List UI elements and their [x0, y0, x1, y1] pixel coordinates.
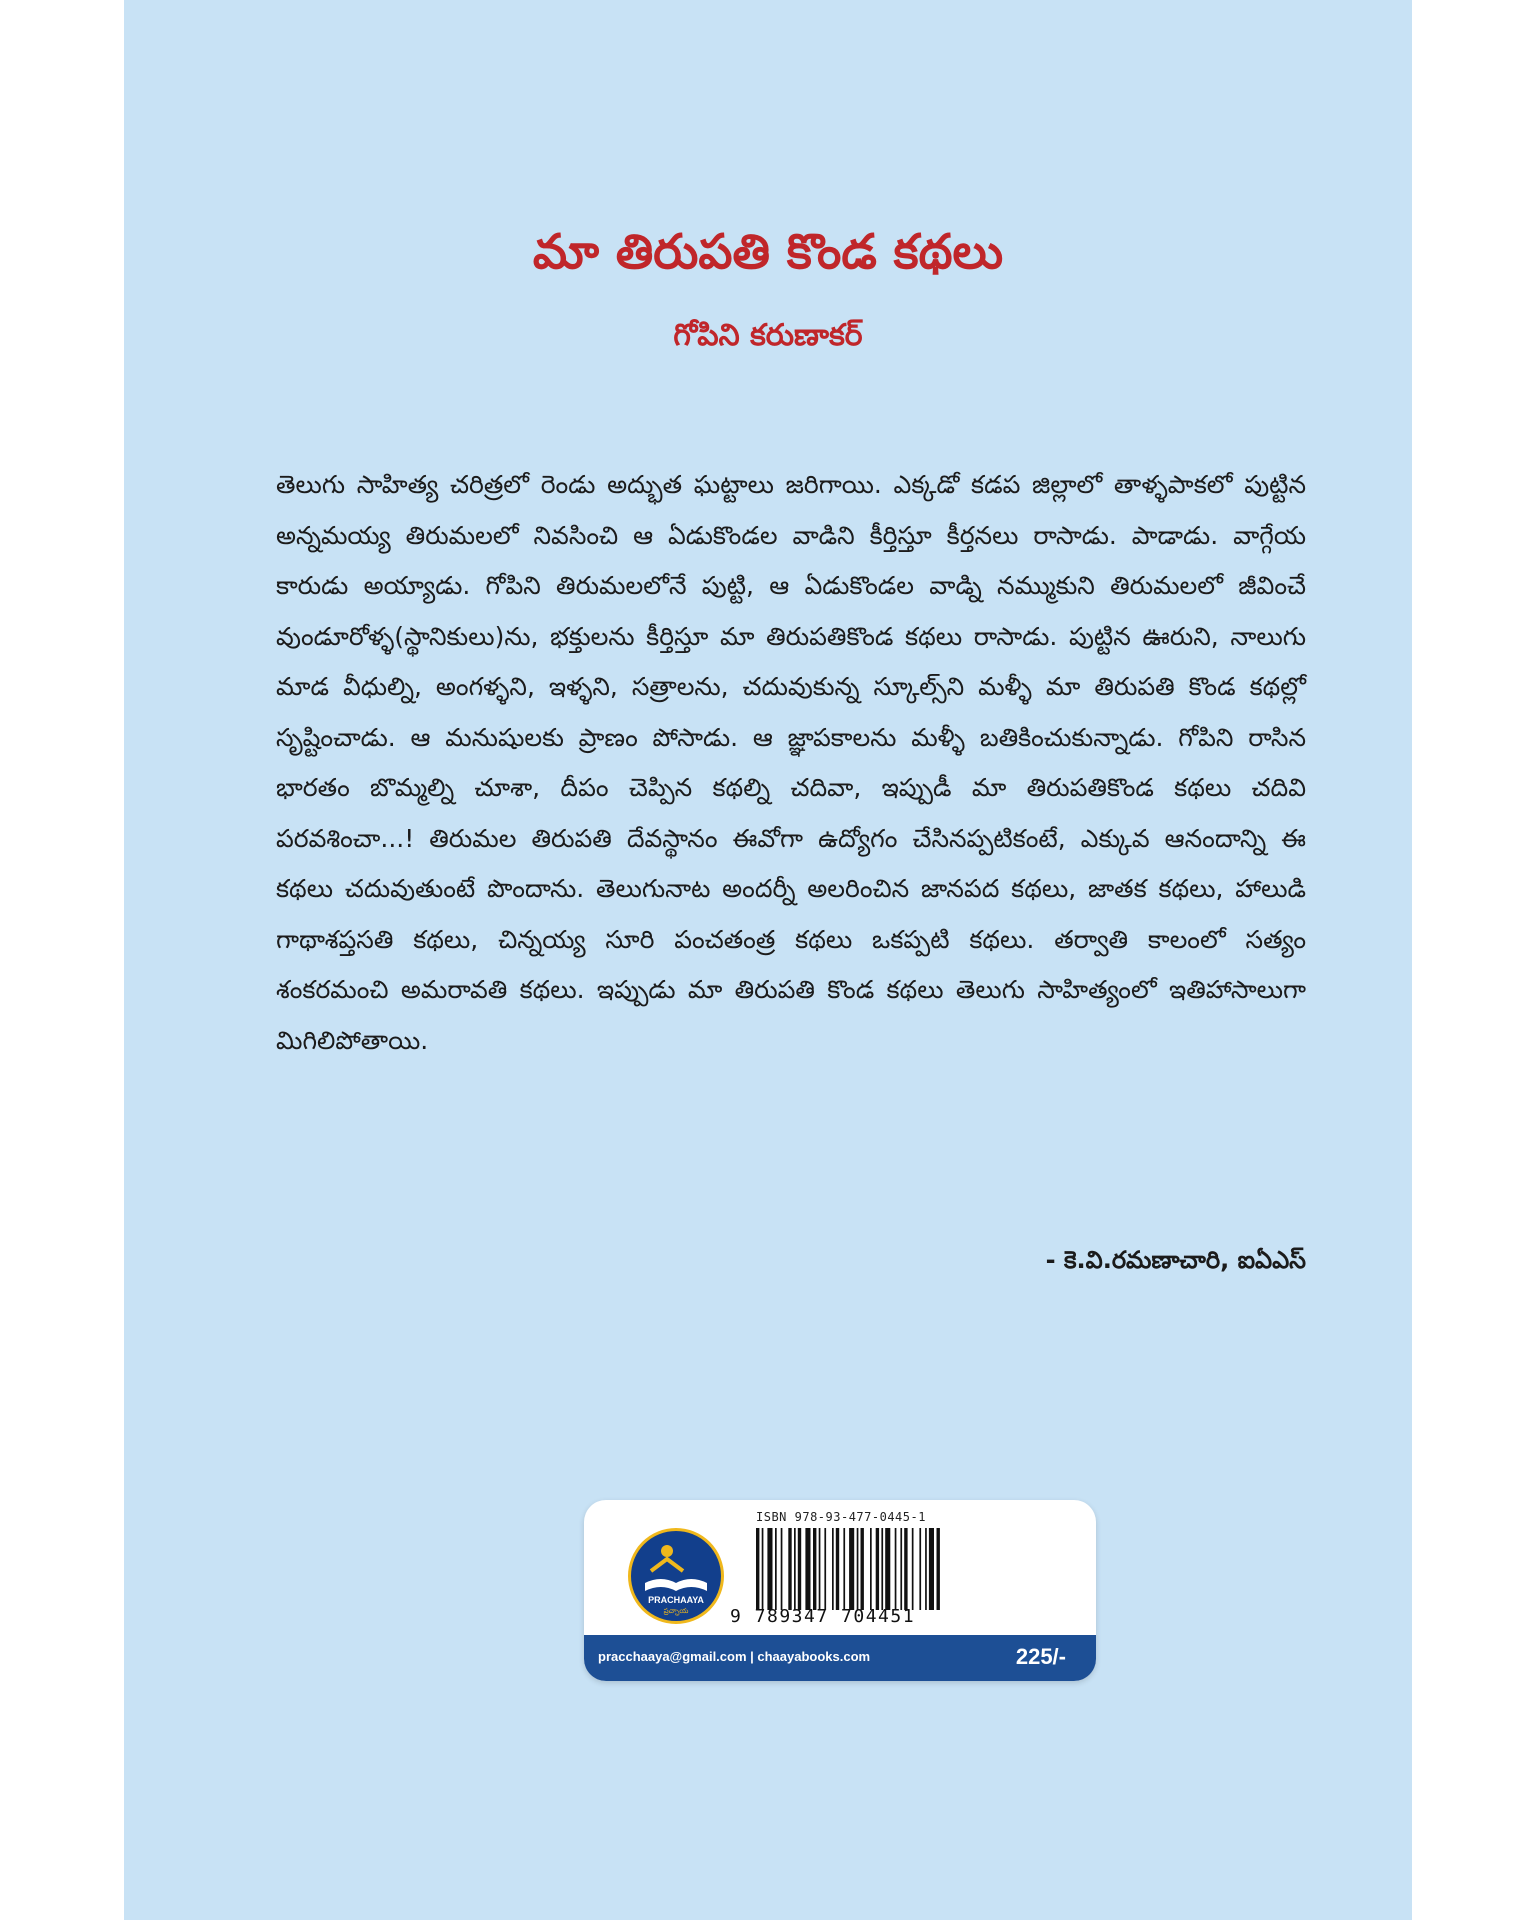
publisher-contact: pracchaaya@gmail.com | chaayabooks.com	[598, 1649, 871, 1664]
author-name: గోపిని కరుణాకర్	[673, 318, 863, 353]
label-footer	[584, 1635, 1096, 1681]
publisher-logo	[628, 1528, 724, 1624]
price: 225/-	[1015, 1644, 1066, 1669]
blurb-text: తెలుగు సాహిత్య చరిత్రలో రెండు అద్భుత ఘట్టాలు జరిగాయి. ఎక్కడో కడప జిల్లాలో తాళ్ళపాకలో పుట్టిన అన్నమయ్య తిరుమలలో నివసించి ఆ ఏడుకొండల వాడిని కీర్తిస్తూ కీర్తనలు రాసాడు. పాడాడు. వాగ్గేయ కారుడు అయ్యాడు. గోపిని తిరుమలలోనే పుట్టి, ఆ ఏడుకొండల వాడ్ని నమ్ముకుని తిరుమలలో జీవించే వుండూరోళ్ళ(స్థానికులు)ను, భక్తులను కీర్తిస్తూ మా తిరుపతికొండ కథలు రాసాడు. పుట్టిన ఊరుని, నాలుగు మాడ వీధుల్ని, అంగళ్ళని, ఇళ్ళని, సత్రాలను, చదువుకున్న స్కూల్స్‌ని మళ్ళీ మా తిరుపతి కొండ కథల్లో సృష్టించాడు. ఆ మనుషులకు ప్రాణం పోసాడు. ఆ జ్ఞాపకాలను మళ్ళీ బతికించుకున్నాడు. గోపిని రాసిన భారతం బొమ్మల్ని చూశా, దీపం చెప్పిన కథల్ని చదివా, ఇప్పుడీ మా తిరుపతికొండ కథలు చదివి పరవశించా...! తిరుమల తిరుపతి దేవస్థానం ఈవోగా ఉద్యోగం చేసినప్పటికంటే, ఎక్కువ ఆనందాన్ని ఈ కథలు చదువుతుంటే పొందాను. తెలుగునాట అందర్నీ అలరించిన జానపద కథలు, జాతక కథలు, హాలుడి గాథాశప్తసతి కథలు, చిన్నయ్య సూరి పంచతంత్ర కథలు ఒకప్పటి కథలు. తర్వాతి కాలంలో సత్యం శంకరమంచి అమరావతి కథలు. ఇప్పుడు మా తిరుపతి కొండ కథలు తెలుగు సాహిత్యంలో ఇతిహాసాలుగా మిగిలిపోతాయి.	[276, 470, 1306, 1055]
back-cover	[124, 0, 1412, 1920]
publisher-logo-text: PRACHAAYA	[648, 1595, 704, 1605]
barcode-digits: 9 789347 704451	[730, 1606, 916, 1627]
blurb-signature: - కె.వి.రమణాచారి, ఐఏఎస్	[1045, 1246, 1306, 1274]
barcode-icon	[756, 1528, 988, 1610]
barcode-label	[584, 1500, 1096, 1681]
book-title: మా తిరుపతి కొండ కథలు	[532, 224, 1004, 280]
publisher-logo-telugu: ప్రచ్ఛాయ	[663, 1607, 689, 1615]
isbn-number: ISBN 978-93-477-0445-1	[756, 1510, 926, 1524]
book-icon	[631, 1531, 721, 1621]
